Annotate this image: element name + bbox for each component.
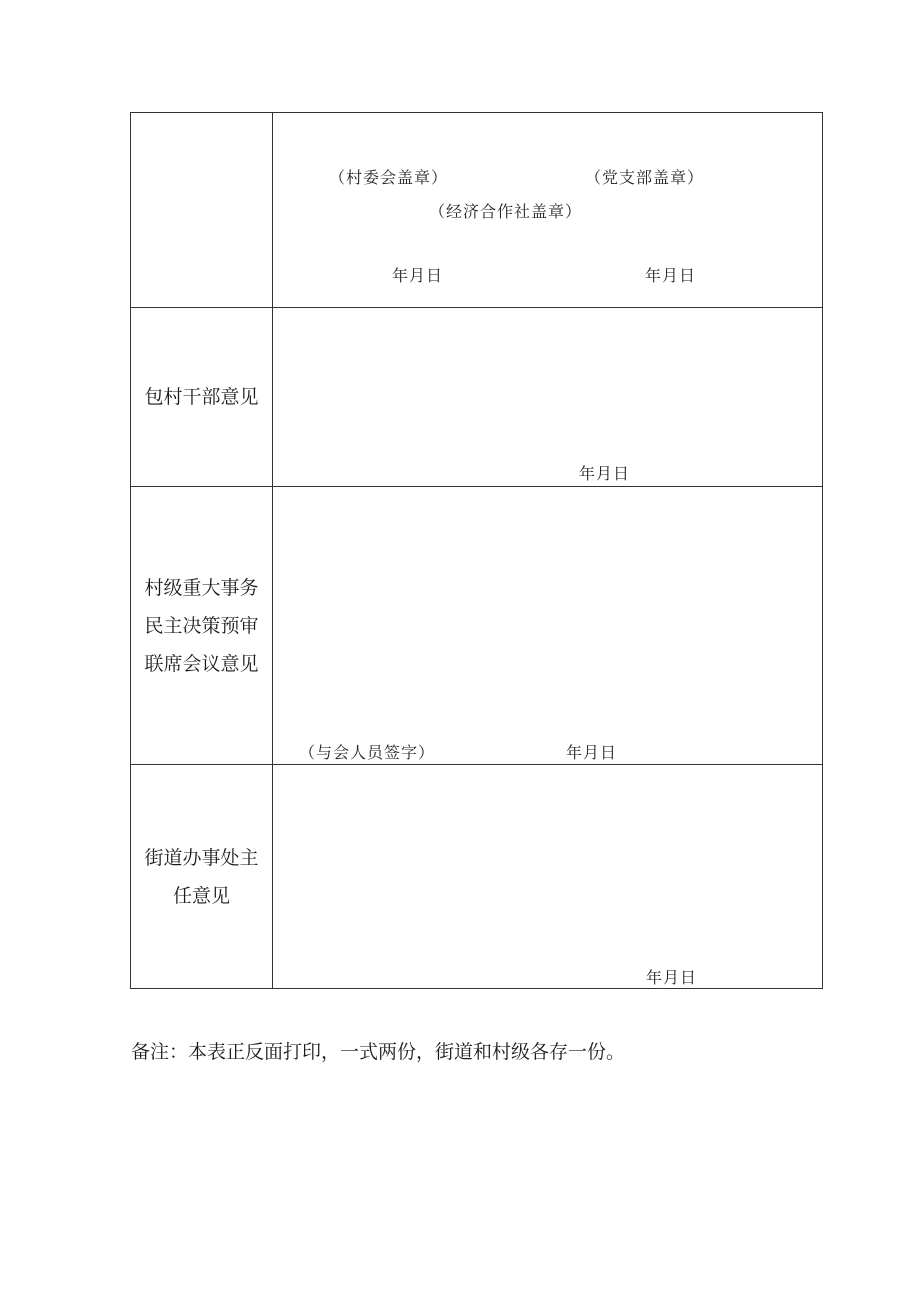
- attendee-signature-label: （与会人员签字）: [299, 743, 436, 762]
- village-cadre-opinion-label-cell: [131, 308, 273, 486]
- joint-meeting-label-line3: 联席会议意见: [144, 652, 259, 675]
- party-branch-stamp-label: （党支部盖章）: [585, 168, 705, 187]
- joint-meeting-label-line1: 村级重大事务: [144, 576, 259, 599]
- village-cadre-date: 年月日: [579, 464, 631, 483]
- joint-meeting-label-line2: 民主决策预审: [144, 614, 259, 637]
- village-committee-stamp-label: （村委会盖章）: [329, 168, 449, 187]
- joint-meeting-date: 年月日: [566, 743, 618, 762]
- village-cadre-opinion-row: [131, 307, 822, 486]
- subdistrict-director-opinion-label-cell: [131, 765, 273, 988]
- joint-meeting-opinion-label-cell: [131, 487, 273, 764]
- subdistrict-director-opinion-row: [131, 764, 822, 988]
- joint-meeting-opinion-content: [273, 487, 822, 764]
- subdistrict-director-opinion-content: [273, 765, 822, 988]
- joint-meeting-opinion-label: [136, 569, 268, 683]
- village-cadre-opinion-content: [273, 308, 822, 486]
- remark-note: 备注：本表正反面打印，一式两份，街道和村级各存一份。: [131, 1041, 626, 1063]
- date-right: 年月日: [645, 266, 697, 285]
- subdistrict-director-date: 年月日: [646, 968, 698, 987]
- cooperative-stamp-label: （经济合作社盖章）: [429, 202, 583, 221]
- stamp-row-label-cell: [131, 113, 273, 307]
- subdistrict-label-line1: 街道办事处主: [144, 846, 259, 869]
- approval-form-table: [130, 112, 823, 989]
- subdistrict-director-opinion-label: [136, 839, 268, 915]
- joint-meeting-opinion-row: [131, 486, 822, 764]
- village-cadre-opinion-label: 包村干部意见: [144, 386, 259, 408]
- subdistrict-label-line2: 任意见: [172, 884, 230, 907]
- stamp-row: [131, 113, 822, 307]
- stamp-row-content: [273, 113, 822, 307]
- date-left: 年月日: [392, 266, 444, 285]
